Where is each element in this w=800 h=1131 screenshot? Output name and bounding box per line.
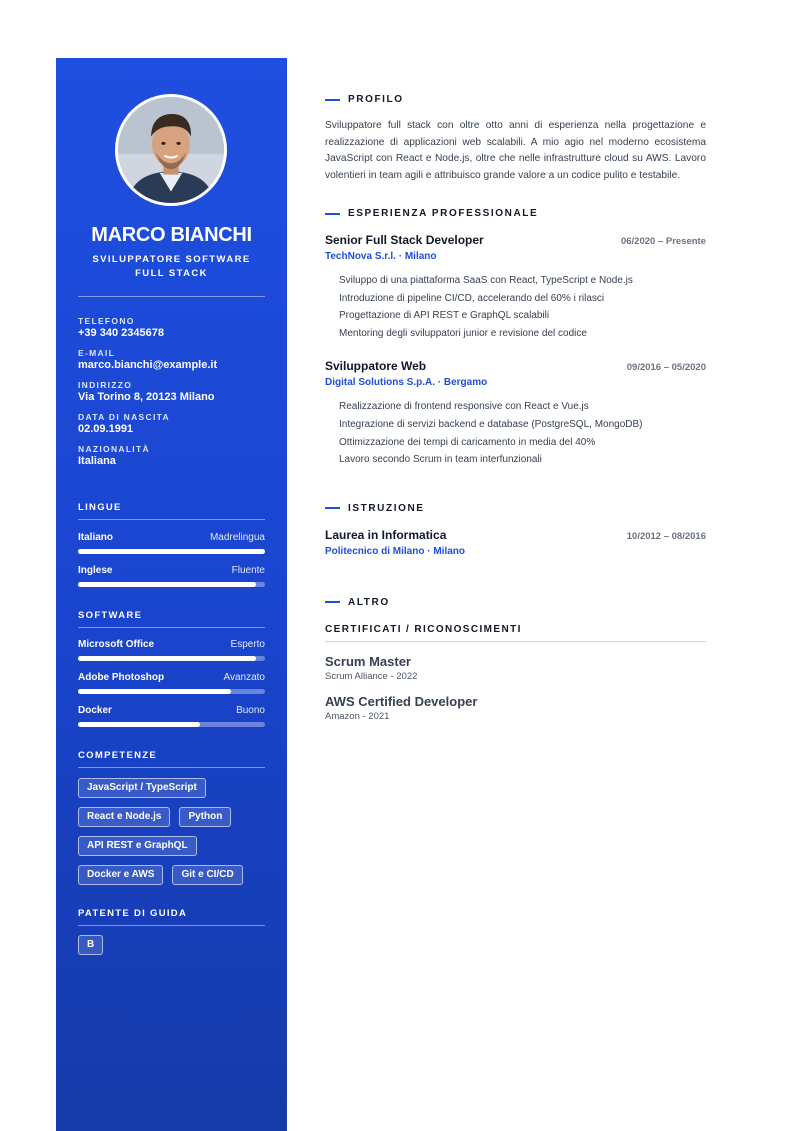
software-name: Microsoft Office bbox=[78, 639, 155, 650]
language-bar-fill bbox=[78, 549, 265, 554]
profile-text: Sviluppatore full stack con oltre otto anni di esperienza nella progettazione e realizzazione di applicazioni web scalabili. A mio agio nel moderno ecosistema JavaScript con React e Node.js, oltre che nelle infrastrutture cloud su AWS. Lavoro volentieri in team agili e attribuisco grande valore a un codice pulito e testabile. bbox=[325, 120, 706, 181]
job-bullet: Progettazione di API REST e GraphQL scalabili bbox=[339, 310, 550, 322]
software-bar bbox=[78, 656, 265, 661]
skill-chip: Docker e AWS bbox=[78, 865, 163, 885]
software-level: Avanzato bbox=[223, 672, 265, 683]
software-bar-fill bbox=[78, 689, 231, 694]
divider bbox=[78, 296, 265, 297]
software-name: Adobe Photoshop bbox=[78, 672, 165, 683]
address-value: Via Torino 8, 20123 Milano bbox=[78, 391, 215, 403]
software-item bbox=[78, 705, 265, 735]
experience-title: ESPERIENZA PROFESSIONALE bbox=[348, 208, 539, 219]
experience-section bbox=[325, 208, 706, 469]
profile-heading bbox=[325, 94, 706, 105]
language-name: Italiano bbox=[78, 532, 114, 543]
job-bullets bbox=[339, 398, 706, 468]
software-bar-fill bbox=[78, 656, 256, 661]
job-entry bbox=[325, 359, 706, 468]
portrait-image bbox=[118, 97, 224, 203]
license-title: PATENTE DI GUIDA bbox=[78, 908, 188, 919]
language-name: Inglese bbox=[78, 565, 113, 576]
birthdate-value: 02.09.1991 bbox=[78, 423, 134, 435]
language-bar bbox=[78, 582, 265, 587]
education-heading bbox=[325, 503, 706, 514]
job-bullet: Sviluppo di una piattaforma SaaS con React, TypeScript e Node.js bbox=[339, 275, 633, 286]
language-level: Madrelingua bbox=[209, 532, 265, 543]
divider bbox=[78, 925, 265, 926]
software-bar bbox=[78, 722, 265, 727]
language-item bbox=[78, 532, 265, 562]
job-title: Senior Full Stack Developer bbox=[325, 233, 484, 247]
skill-chip: Python bbox=[179, 807, 231, 827]
person-role: SVILUPPATORE SOFTWARE FULL STACK bbox=[92, 254, 251, 279]
job-company: Digital Solutions S.p.A. · Bergamo bbox=[325, 377, 488, 389]
job-dates: 09/2016 – 05/2020 bbox=[626, 362, 706, 374]
email-value: marco.bianchi@example.it bbox=[78, 359, 218, 371]
software-item bbox=[78, 639, 265, 669]
address-label: INDIRIZZO bbox=[78, 380, 133, 390]
language-item bbox=[78, 565, 265, 595]
education-entry bbox=[325, 528, 706, 557]
certificate-name: Scrum Master bbox=[325, 653, 411, 669]
job-bullet: Mentoring degli sviluppatori junior e revisione del codice bbox=[339, 327, 587, 339]
heading-dash bbox=[325, 507, 340, 509]
certificate-name: AWS Certified Developer bbox=[325, 693, 478, 709]
software-title: SOFTWARE bbox=[78, 610, 143, 621]
person-name: MARCO BIANCHI bbox=[91, 224, 252, 246]
skill-chip: Git e CI/CD bbox=[172, 865, 242, 885]
degree-title: Laurea in Informatica bbox=[325, 527, 447, 542]
birthdate-label: DATA DI NASCITA bbox=[78, 412, 170, 422]
education-section bbox=[325, 503, 706, 557]
language-level: Fluente bbox=[231, 565, 265, 576]
job-entry bbox=[325, 233, 706, 342]
email-label: E-MAIL bbox=[78, 348, 116, 358]
certificate-meta: Scrum Alliance - 2022 bbox=[325, 670, 418, 682]
nationality-value: Italiana bbox=[78, 455, 116, 467]
software-level: Esperto bbox=[230, 639, 265, 650]
software-level: Buono bbox=[236, 705, 265, 716]
skills-chips bbox=[78, 778, 258, 885]
job-bullet: Integrazione di servizi backend e database (PostgreSQL, MongoDB) bbox=[339, 418, 643, 430]
avatar bbox=[115, 94, 227, 206]
skill-chip: API REST e GraphQL bbox=[78, 836, 197, 856]
phone-label: TELEFONO bbox=[78, 316, 135, 326]
divider bbox=[78, 767, 265, 768]
other-section bbox=[325, 597, 706, 722]
certificate-meta: Amazon - 2021 bbox=[325, 710, 390, 722]
language-bar bbox=[78, 549, 265, 554]
phone-value: +39 340 2345678 bbox=[78, 327, 164, 339]
divider bbox=[78, 627, 265, 628]
heading-dash bbox=[325, 99, 340, 101]
job-company: TechNova S.r.l. · Milano bbox=[325, 251, 437, 262]
profile-section bbox=[325, 94, 706, 184]
contact-list bbox=[78, 316, 265, 468]
certificate-item bbox=[325, 654, 706, 682]
certificate-item bbox=[325, 694, 706, 722]
software-item bbox=[78, 672, 265, 702]
license-chips bbox=[78, 935, 269, 955]
certificates-heading: CERTIFICATI / RICONOSCIMENTI bbox=[325, 624, 706, 642]
main-content bbox=[325, 94, 706, 722]
nationality-label: NAZIONALITÀ bbox=[78, 444, 150, 454]
skills-title: COMPETENZE bbox=[78, 750, 157, 761]
job-dates: 06/2020 – Presente bbox=[620, 236, 706, 247]
skill-chip: JavaScript / TypeScript bbox=[78, 778, 206, 798]
skill-chip: React e Node.js bbox=[78, 807, 170, 827]
divider bbox=[78, 519, 265, 520]
job-bullet: Lavoro secondo Scrum in team interfunzionali bbox=[339, 454, 542, 466]
language-bar-fill bbox=[78, 582, 256, 587]
sidebar bbox=[56, 58, 287, 1131]
heading-dash bbox=[325, 601, 340, 603]
school-name: Politecnico di Milano · Milano bbox=[325, 545, 466, 557]
job-bullet: Introduzione di pipeline CI/CD, accelerando del 60% i rilasci bbox=[339, 292, 605, 304]
job-bullet: Realizzazione di frontend responsive con React e Vue.js bbox=[339, 401, 589, 413]
profile-title: PROFILO bbox=[348, 94, 404, 105]
software-name: Docker bbox=[78, 705, 112, 716]
heading-dash bbox=[325, 213, 340, 215]
other-title: ALTRO bbox=[348, 596, 390, 608]
languages-title: LINGUE bbox=[78, 502, 122, 513]
software-bar bbox=[78, 689, 265, 694]
experience-heading bbox=[325, 208, 706, 219]
job-title: Sviluppatore Web bbox=[325, 359, 427, 374]
other-heading bbox=[325, 597, 706, 608]
job-bullet: Ottimizzazione dei tempi di caricamento in media del 40% bbox=[339, 436, 596, 448]
job-bullets bbox=[339, 272, 706, 342]
education-title: ISTRUZIONE bbox=[348, 502, 425, 514]
license-chip: B bbox=[78, 935, 103, 955]
software-bar-fill bbox=[78, 722, 200, 727]
education-dates: 10/2012 – 08/2016 bbox=[626, 530, 706, 542]
